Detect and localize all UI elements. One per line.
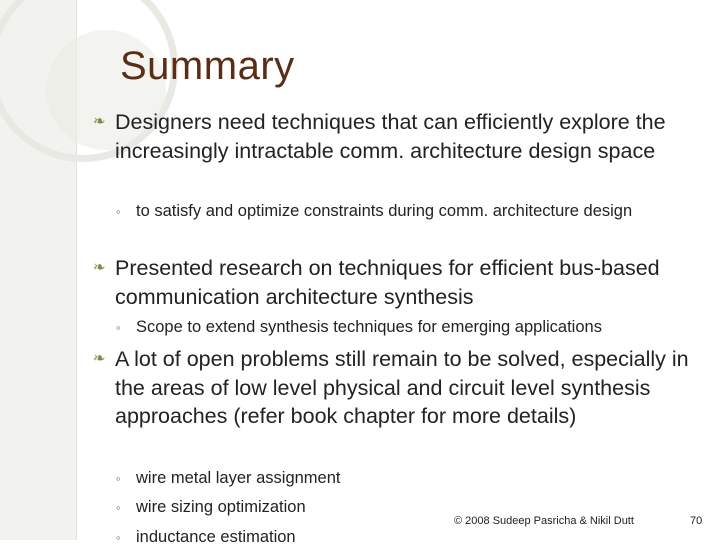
sub-bullet-2-1 <box>116 316 701 339</box>
sub-bullet-marker-icon: ◦ <box>116 500 121 515</box>
sub-bullet-marker-icon: ◦ <box>116 320 121 335</box>
sub-bullet-marker-icon: ◦ <box>116 471 121 486</box>
sub-bullet-marker-icon: ◦ <box>116 204 121 219</box>
bullet-2 <box>93 254 710 311</box>
page-number: 70 <box>690 515 703 527</box>
sub-bullet-3-3 <box>116 526 701 549</box>
bullet-marker-icon: ❧ <box>93 350 106 367</box>
sub-bullet-1-1-text: to satisfy and optimize constraints during comm. architecture design <box>136 202 633 220</box>
bullet-3 <box>93 345 710 431</box>
bullet-1-text: Designers need techniques that can efficiently explore the increasingly intractable comm. architecture design space <box>115 110 666 163</box>
slide-title: Summary <box>120 44 295 88</box>
sub-bullet-1-1 <box>116 200 701 223</box>
bullet-2-text: Presented research on techniques for efficient bus-based communication architecture synthesis <box>115 256 660 309</box>
bullet-marker-icon: ❧ <box>93 113 106 130</box>
bullet-1 <box>93 108 710 165</box>
sub-bullet-3-2-text: wire sizing optimization <box>136 498 306 516</box>
footer-copyright: © 2008 Sudeep Pasricha & Nikil Dutt <box>454 515 634 527</box>
sub-bullet-3-1-text: wire metal layer assignment <box>136 469 341 487</box>
sub-bullet-2-1-text: Scope to extend synthesis techniques for emerging applications <box>136 318 602 336</box>
bullet-3-text: A lot of open problems still remain to be solved, especially in the areas of low level physical and circuit level synthesis approaches (refer book chapter for more details) <box>115 347 689 428</box>
bullet-marker-icon: ❧ <box>93 259 106 276</box>
sub-bullet-3-3-text: inductance estimation <box>136 528 296 546</box>
sub-bullet-3-1 <box>116 467 701 490</box>
sub-bullet-marker-icon: ◦ <box>116 530 121 545</box>
